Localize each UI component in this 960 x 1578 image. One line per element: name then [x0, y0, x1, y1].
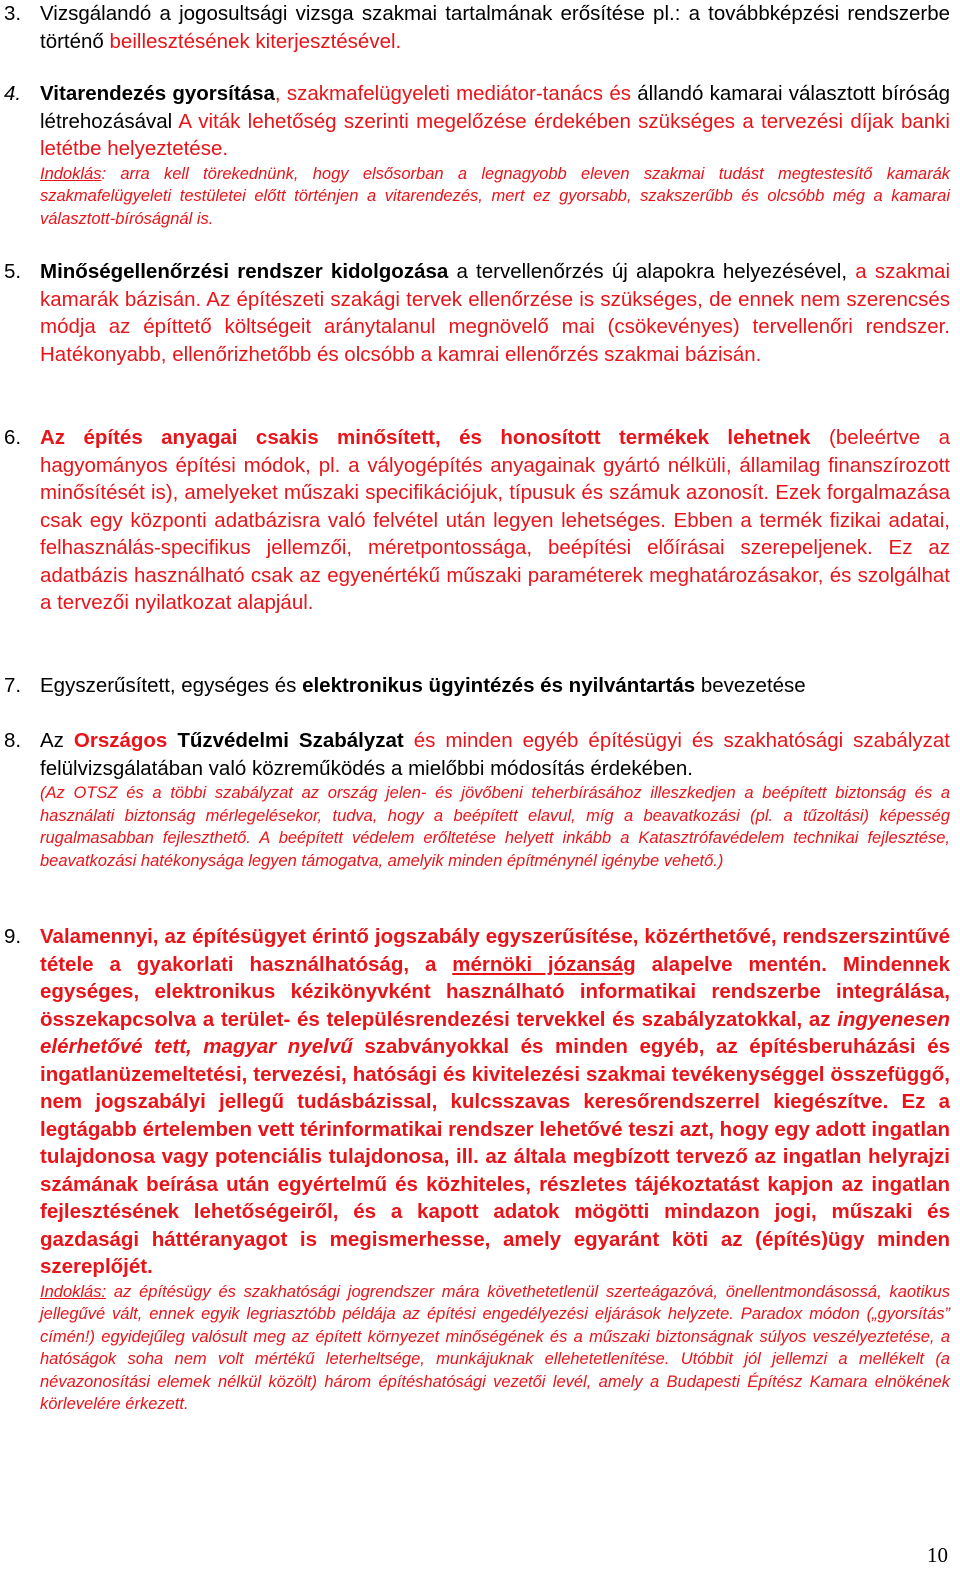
- segment: elektronikus ügyintézés és nyilvántartás: [302, 674, 696, 697]
- segment: A viták lehetőség szerinti megelőzése érdekében szükséges a tervezési díjak banki letétbe helyeztetése.: [40, 109, 950, 160]
- item-text: [40, 80, 950, 163]
- item-number: 5.: [4, 260, 22, 283]
- item-number: 9.: [4, 925, 22, 948]
- item-body: [40, 923, 950, 1416]
- item-number: 8.: [4, 729, 22, 752]
- segment: és minden egyéb építésügyi és szakhatósági szabályzat: [403, 729, 950, 752]
- note-text: : arra kell törekednünk, hogy elsősorban a legnagyobb eleven szakmai tudást megtestesítő kamarák szakmafelügyeleti testületei előtt történjen a vitarendezés, mert ez gyorsabb, szakszerűbb és olcsóbb még a kamarai választott-bíróságnál is.: [40, 164, 950, 228]
- segment: beillesztésének kiterjesztésével.: [109, 29, 402, 53]
- segment: Minőségellenőrzési rendszer kidolgozása: [40, 260, 449, 283]
- segment: alapelve mentén. Mindennek egységes, elektronikus kézikönyvként használható informatikai rendszerbe integrálása, összekapcsolva a terület- és településrendezési tervekkel és szabályzatokkal, az: [40, 952, 950, 1031]
- segment: Az építés anyagai csakis minősített, és honosított termékek lehetnek: [40, 426, 811, 449]
- segment: (beleértve a hagyományos építési módok, pl. a vályogépítés anyagainak gyártó nélküli, államilag finanszírozott minősítését is), amelyeket műszaki specifikációjuk, típusuk és számuk azonosít. Ezek forgalmazása csak egy központi adatbázisra való felvétel után legyen lehetséges. Ebben a termék fizikai adatai, felhasználás-specifikus jellemzői, méretpontossága, beépítési előírásai szerepeljenek. Ez az adatbázis használható csak az egyenértékű műszaki paraméterek meghatározásakor, és szolgálhat a tervezői nyilatkozat alapjául.: [40, 426, 950, 614]
- item-body: [40, 80, 950, 230]
- item-number: 4.: [4, 82, 22, 105]
- note-label: Indoklás: [40, 164, 102, 183]
- segment: bevezetése: [695, 674, 806, 697]
- segment: ingyenesen elérhetővé tett, magyar nyelvű: [40, 1007, 950, 1058]
- item-text: [40, 258, 950, 368]
- segment: Tűzvédelmi Szabályzat: [177, 729, 404, 752]
- page-number: 10: [927, 1543, 948, 1567]
- item-body: [40, 424, 950, 617]
- segment: állandó kamarai választott bíróság létrehozásával: [40, 82, 950, 133]
- segment: és: [603, 82, 638, 105]
- segment: a tervellenőrzés új alapokra helyezésével,: [448, 260, 856, 283]
- item-number: 7.: [4, 674, 22, 697]
- note-label: Indoklás:: [40, 1282, 107, 1301]
- segment: szabványokkal és minden egyéb, az építésberuházási és ingatlanüzemeltetési, tervezési, hatósági és kivitelezési szakmai tevékenységgel összefüggő, nem jogszabályi jellegű tudásbázissal, kulcsszavas keresőrendszerrel kiegészítve. Ez a legtágabb értelemben vett térinformatikai rendszer lehetővé teszi azt, hogy egy adott ingatlan tulajdonosa vagy potenciális tulajdonosa, ill. az általa megbízott tervező az ingatlan helyrajzi számának beírása után egyértelmű és közhiteles, részletes tájékoztatást kapjon az ingatlan fejlesztésének lehetőségeiről, és a kapott adatok mögötti mindazon jogi, műszaki és gazdasági háttéranyagot is megismerhesse, amely egyaránt köti az (építés)ügy minden szereplőjét.: [40, 1035, 951, 1278]
- segment: Vizsgálandó a jogosultsági vizsga szakmai tartalmának erősítése pl.: a továbbképzési rendszerbe történő: [40, 2, 950, 53]
- item-body: [40, 672, 950, 700]
- item-text: [40, 672, 950, 700]
- note-text: az építésügy és szakhatósági jogrendszer mára követhetetlenül szerteágazóvá, önellentmondásossá, kaotikus jellegűvé vált, ennek egyik legriasztóbb példája az építési engedélyezési eljárások helyzete. Paradox módon („gyorsítás” címén!) egyidejűleg valósult meg az épített környezet minőségének és a műszaki biztonságnak súlyos veszélyeztetése, a hatóságok soha nem volt mértékű leterheltsége, munkájuknak ellehetetlenítése. Utóbbit jól jellemzi a mellékelt (a névazonosítási elemek nélkül közölt) három építéshatósági vezetői levél, amely a Budapesti Építész Kamara elnökének körlevelére érkezett.: [40, 1282, 950, 1413]
- item-text: [40, 727, 950, 782]
- segment: a szakmai kamarák bázisán. Az építészeti szakági tervek ellenőrzése is szükséges, de ennek nem szerencsés módja az építtető költségeit aránytalanul megnövelő mai (csökevényes) tervellenőri rendszer. Hatékonyabb, ellenőrizhetőbb és olcsóbb a kamrai ellenőrzés szakmai bázisán.: [40, 260, 951, 366]
- item-text: [40, 923, 950, 1281]
- segment: mérnöki józanság: [452, 952, 636, 976]
- justification-note: (Az OTSZ és a többi szabályzat az ország jelen- és jövőbeni teherbírásához illeszkedjen a beépített biztonság és a használati biztonság mérlegelésekor, tudva, hogy a beépített elavul, míg a beavatkozási (pl. a tűzoltási) képesség rugalmasabban fejleszthető. A beépített védelem erőltetése helyett inkább a Katasztrófavédelem technikai fejlesztése, beavatkozási hatékonysága legyen támogatva, amelyik minden építménynél igénybe vehető.): [40, 784, 950, 870]
- item-body: [40, 0, 950, 55]
- item-body: [40, 258, 950, 368]
- item-text: [40, 0, 950, 55]
- segment: Az: [40, 729, 74, 752]
- segment: Valamennyi, az építésügyet érintő jogszabály egyszerűsítése, közérthetővé, rendszerszintűvé tétele a gyakorlati használhatóság, a: [40, 925, 950, 976]
- item-body: [40, 727, 950, 872]
- justification-note: [40, 1281, 950, 1416]
- segment: Országos: [73, 729, 178, 752]
- item-number: 3.: [4, 2, 22, 25]
- item-number: 6.: [4, 426, 22, 449]
- justification-note: [40, 163, 950, 231]
- segment: Vitarendezés gyorsítása: [40, 82, 275, 105]
- segment: Egyszerűsített, egységes és: [40, 674, 303, 697]
- segment: felülvizsgálatában való közreműködés a mielőbbi módosítás érdekében.: [40, 756, 693, 780]
- segment: , szakmafelügyeleti mediátor-tanács: [274, 82, 604, 105]
- item-text: [40, 424, 950, 617]
